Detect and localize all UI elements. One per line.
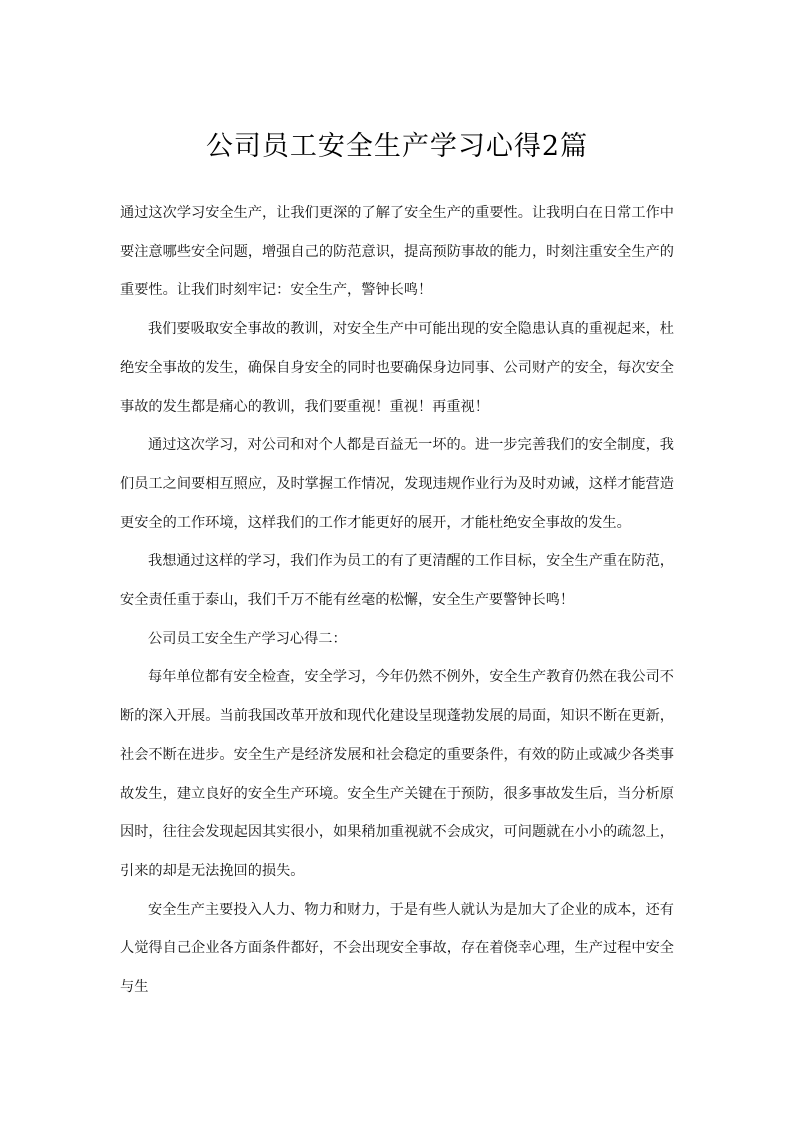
paragraph-4: 我想通过这样的学习，我们作为员工的有了更清醒的工作目标，安全生产重在防范，安全责任重于泰山，我们千万不能有丝毫的松懈，安全生产要警钟长鸣！ xyxy=(120,553,674,609)
document-body xyxy=(120,194,674,1007)
document-title: 公司员工安全生产学习心得2篇 xyxy=(205,131,589,162)
paragraph-5: 每年单位都有安全检查，安全学习，今年仍然不例外，安全生产教育仍然在我公司不断的深入开展。当前我国改革开放和现代化建设呈现蓬勃发展的局面，知识不断在更新，社会不断在进步。安全生产是经济发展和社会稳定的重要条件，有效的防止或减少各类事故发生，建立良好的安全生产环境。安全生产关键在于预防，很多事故发生后，当分析原因时，往往会发现起因其实很小，如果稍加重视就不会成灾，可问题就在小小的疏忽上，引来的却是无法挽回的损失。 xyxy=(120,669,674,879)
section-heading: 公司员工安全生产学习心得二： xyxy=(148,630,347,647)
paragraph-2: 我们要吸取安全事故的教训，对安全生产中可能出现的安全隐患认真的重视起来，杜绝安全事故的发生，确保自身安全的同时也要确保身边同事、公司财产的安全，每次安全事故的发生都是痛心的教训，我们要重视！重视！再重视！ xyxy=(120,321,674,415)
paragraph-3: 通过这次学习，对公司和对个人都是百益无一坏的。进一步完善我们的安全制度，我们员工之间要相互照应，及时掌握工作情况，发现违规作业行为及时劝诫，这样才能营造更安全的工作环境，这样我们的工作才能更好的展开，才能杜绝安全事故的发生。 xyxy=(120,437,674,531)
paragraph-1: 通过这次学习安全生产，让我们更深的了解了安全生产的重要性。让我明白在日常工作中要注意哪些安全问题，增强自己的防范意识，提高预防事故的能力，时刻注重安全生产的重要性。让我们时刻牢记：安全生产，警钟长鸣！ xyxy=(120,205,674,299)
paragraph-6: 安全生产主要投入人力、物力和财力，于是有些人就认为是加大了企业的成本，还有人觉得自己企业各方面条件都好，不会出现安全事故，存在着侥幸心理，生产过程中安全与生 xyxy=(120,901,674,996)
